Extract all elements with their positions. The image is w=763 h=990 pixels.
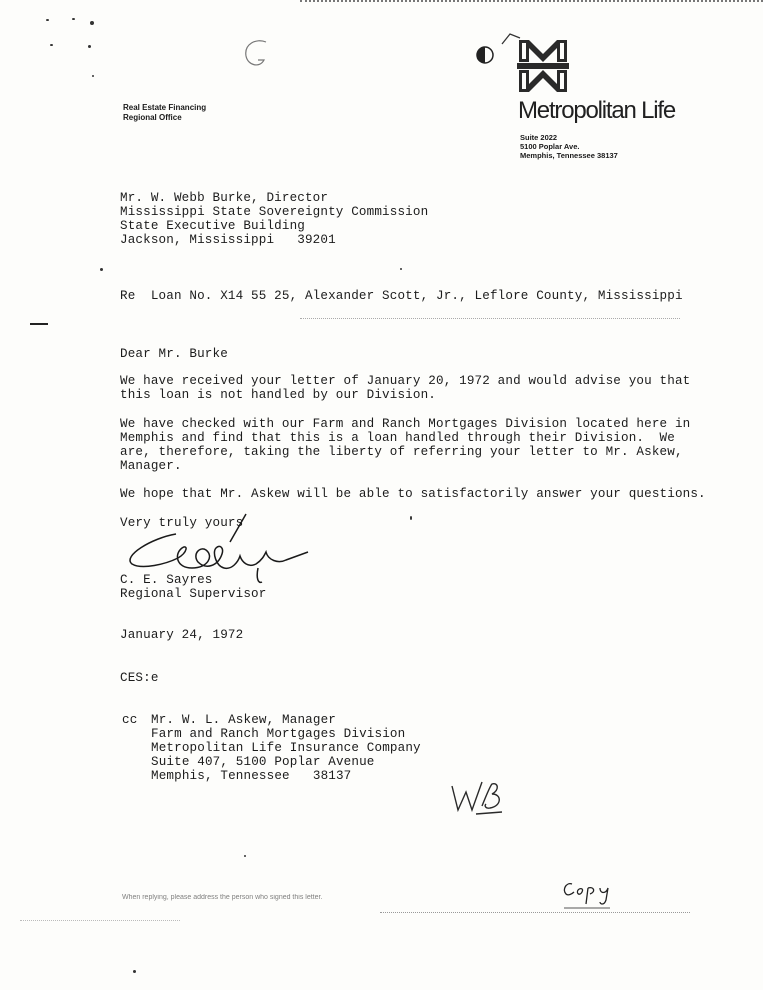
department-line-2: Regional Office bbox=[123, 113, 182, 122]
company-name: Metropolitan Life bbox=[518, 97, 676, 124]
complimentary-close: Very truly yours bbox=[120, 516, 244, 530]
scan-speck bbox=[133, 970, 136, 973]
cc-line-3: Metropolitan Life Insurance Company bbox=[151, 741, 421, 755]
scan-speck bbox=[46, 19, 49, 21]
bottom-dotted-rule bbox=[20, 920, 180, 922]
scan-speck bbox=[50, 44, 53, 46]
logo-stroke-mark bbox=[500, 28, 524, 48]
signer-name: C. E. Sayres bbox=[120, 573, 213, 587]
scan-speck bbox=[244, 855, 246, 857]
body-paragraph-1-line-2: this loan is not handled by our Division. bbox=[120, 388, 437, 402]
body-paragraph-1-line-1: We have received your letter of January 20, 1972 and would advise you that bbox=[120, 374, 691, 388]
footer-reply-note: When replying, please address the person who signed this letter. bbox=[122, 894, 323, 901]
cc-line-2: Farm and Ranch Mortgages Division bbox=[151, 727, 406, 741]
recipient-line-2: Mississippi State Sovereignty Commission bbox=[120, 205, 429, 219]
recipient-line-3: State Executive Building bbox=[120, 219, 305, 233]
footer-dotted-rule bbox=[380, 912, 690, 914]
scan-speck bbox=[90, 21, 94, 25]
scan-speck bbox=[88, 45, 91, 48]
faint-rule bbox=[300, 318, 680, 320]
cc-line-5: Memphis, Tennessee 38137 bbox=[151, 769, 352, 783]
cc-line-4: Suite 407, 5100 Poplar Avenue bbox=[151, 755, 375, 769]
body-paragraph-3: We hope that Mr. Askew will be able to satisfactorily answer your questions. bbox=[120, 487, 706, 501]
department-line-1: Real Estate Financing bbox=[123, 103, 207, 112]
body-paragraph-2-line-1: We have checked with our Farm and Ranch Mortgages Division located here in bbox=[120, 417, 691, 431]
letter-date: January 24, 1972 bbox=[120, 628, 244, 642]
body-paragraph-2-line-3: are, therefore, taking the liberty of referring your letter to Mr. Askew, bbox=[120, 445, 683, 459]
reference-line: Re Loan No. X14 55 25, Alexander Scott, Jr., Leflore County, Mississippi bbox=[120, 289, 683, 303]
signer-title: Regional Supervisor bbox=[120, 587, 267, 601]
scan-speck bbox=[92, 75, 94, 77]
office-suite: Suite 2022 bbox=[520, 133, 558, 142]
scan-speck bbox=[400, 268, 402, 270]
margin-dash bbox=[30, 323, 48, 325]
cc-line-1: Mr. W. L. Askew, Manager bbox=[151, 713, 336, 727]
office-street: 5100 Poplar Ave. bbox=[520, 142, 580, 151]
cc-label: cc bbox=[122, 713, 138, 727]
handwritten-copy-note bbox=[560, 878, 624, 912]
salutation: Dear Mr. Burke bbox=[120, 347, 228, 361]
circle-mark-icon bbox=[474, 44, 496, 66]
scan-speck bbox=[100, 268, 103, 271]
typist-initials: CES:e bbox=[120, 671, 159, 685]
body-paragraph-2-line-4: Manager. bbox=[120, 459, 182, 473]
handwritten-wb-initials bbox=[446, 776, 506, 818]
metropolitan-life-m-logo-icon bbox=[517, 38, 569, 94]
body-paragraph-2-line-2: Memphis and find that this is a loan handled through their Division. We bbox=[120, 431, 675, 445]
top-edge-dots bbox=[300, 0, 763, 7]
scan-speck bbox=[72, 18, 75, 20]
scan-speck bbox=[410, 516, 412, 520]
recipient-line-1: Mr. W. Webb Burke, Director bbox=[120, 191, 329, 205]
office-city: Memphis, Tennessee 38137 bbox=[520, 151, 618, 160]
handwritten-g-mark bbox=[238, 36, 274, 72]
recipient-line-4: Jackson, Mississippi 39201 bbox=[120, 233, 336, 247]
